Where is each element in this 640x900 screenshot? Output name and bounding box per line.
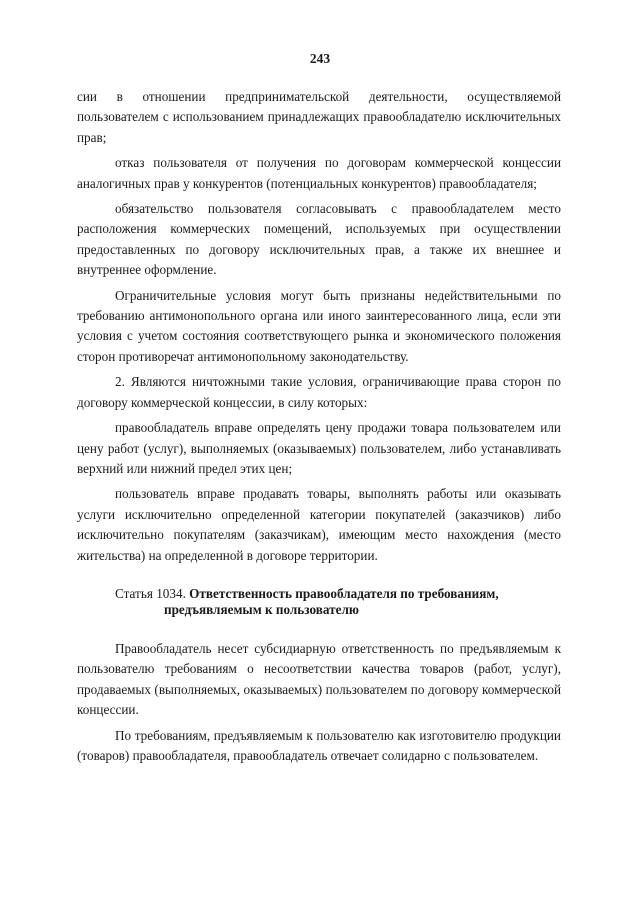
article-number: Статья 1034. — [115, 585, 190, 601]
paragraph-joint-liability: По требованиям, предъявляемым к пользователю как изготовителю продукции (товаров) правообладателя, правообладатель отвечает солидарно с пользователем. — [77, 727, 561, 763]
paragraph-refusal: отказ пользователя от получения по договорам коммерческой концессии аналогичных прав у конкурентов (потенциальных конкурентов) правообладателя; — [77, 155, 561, 191]
paragraph-continuation: сии в отношении предпринимательской деятельности, осуществляемой пользователем с использованием принадлежащих правообладателю исключительных прав; — [77, 89, 561, 145]
paragraph-void-conditions: 2. Являются ничтожными такие условия, ограничивающие права сторон по договору коммерческой концессии, в силу которых: — [77, 374, 561, 410]
paragraph-obligation: обязательство пользователя согласовывать с правообладателем место расположения коммерческих помещений, используемых при осуществлении предоставленных по договору исключительных прав, а также их внешнее и внутреннее оформление. — [77, 201, 561, 278]
article-heading — [77, 586, 561, 619]
paragraph-restrictive-conditions: Ограничительные условия могут быть признаны недействительными по требованию антимонопольного органа или иного заинтересованного лица, если эти условия с учетом состояния соответствующего рынка и экономического положения сторон противоречат антимонопольному законодательству. — [77, 287, 561, 364]
paragraph-customer-category: пользователь вправе продавать товары, выполнять работы или оказывать услуги исключительно определенной категории покупателей (заказчиков) либо исключительно покупателям (заказчикам), имеющим место нахождения (место жительства) на определенной в договоре территории. — [77, 486, 561, 563]
paragraph-price-setting: правообладатель вправе определять цену продажи товара пользователем или цену работ (услуг), выполняемых (оказываемых) пользователем, либо устанавливать верхний или нижний предел этих цен; — [77, 420, 561, 476]
page-number: 243 — [309, 51, 331, 66]
article-title-line-1: Ответственность правообладателя по требованиям, — [189, 585, 499, 601]
paragraph-subsidiary-liability: Правообладатель несет субсидиарную ответственность по предъявляемым к пользователю требованиям о несоответствии качества товаров (работ, услуг), продаваемых (выполняемых, оказываемых) пользователем по договору коммерческой концессии. — [77, 640, 561, 718]
article-title-line-2: предъявляемым к пользователю — [164, 602, 359, 618]
page-body — [77, 87, 561, 771]
